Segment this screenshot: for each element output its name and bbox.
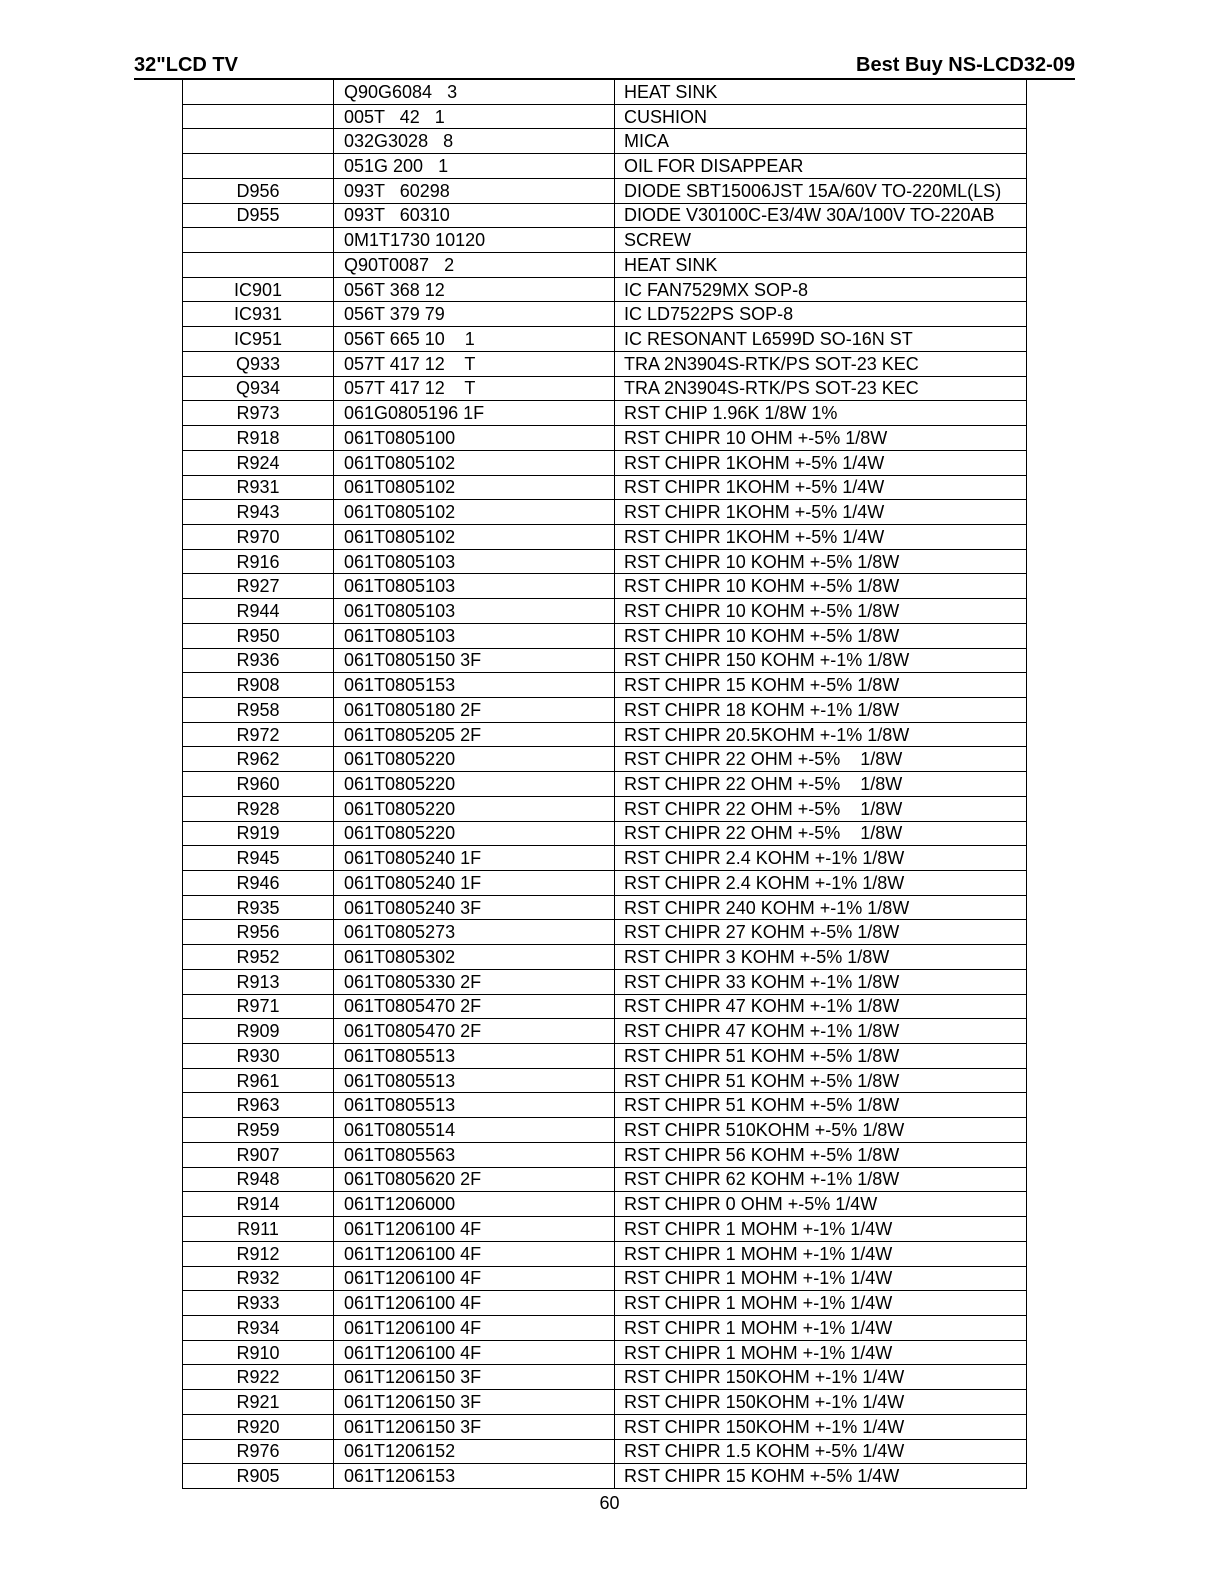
part-number-cell: 061T0805513: [334, 1044, 615, 1069]
description-cell: RST CHIPR 1 MOHM +-1% 1/4W: [615, 1291, 1027, 1316]
table-row: [183, 376, 1027, 401]
ref-designator-cell: R950: [183, 623, 334, 648]
table-row: [183, 104, 1027, 129]
description-cell: RST CHIPR 0 OHM +-5% 1/4W: [615, 1192, 1027, 1217]
description-cell: HEAT SINK: [615, 80, 1027, 105]
table-row: [183, 969, 1027, 994]
part-number-cell: 057T 417 12 T: [334, 351, 615, 376]
part-number-cell: 061T0805513: [334, 1068, 615, 1093]
table-row: [183, 228, 1027, 253]
description-cell: RST CHIPR 1 MOHM +-1% 1/4W: [615, 1315, 1027, 1340]
description-cell: OIL FOR DISAPPEAR: [615, 154, 1027, 179]
table-row: [183, 450, 1027, 475]
ref-designator-cell: R959: [183, 1118, 334, 1143]
ref-designator-cell: R914: [183, 1192, 334, 1217]
header-model-title: Best Buy NS-LCD32-09: [856, 54, 1075, 76]
description-cell: IC LD7522PS SOP-8: [615, 302, 1027, 327]
description-cell: RST CHIPR 10 KOHM +-5% 1/8W: [615, 549, 1027, 574]
ref-designator-cell: Q934: [183, 376, 334, 401]
ref-designator-cell: R909: [183, 1019, 334, 1044]
table-row: [183, 1365, 1027, 1390]
ref-designator-cell: R943: [183, 500, 334, 525]
part-number-cell: 061T1206100 4F: [334, 1266, 615, 1291]
ref-designator-cell: R910: [183, 1340, 334, 1365]
table-row: [183, 500, 1027, 525]
table-row: [183, 277, 1027, 302]
part-number-cell: 056T 379 79: [334, 302, 615, 327]
ref-designator-cell: R908: [183, 673, 334, 698]
ref-designator-cell: R958: [183, 697, 334, 722]
table-row: [183, 1340, 1027, 1365]
ref-designator-cell: [183, 228, 334, 253]
table-row: [183, 796, 1027, 821]
ref-designator-cell: R960: [183, 772, 334, 797]
ref-designator-cell: R933: [183, 1291, 334, 1316]
part-number-cell: 061T0805470 2F: [334, 994, 615, 1019]
part-number-cell: 061T0805103: [334, 599, 615, 624]
table-row: [183, 426, 1027, 451]
description-cell: RST CHIPR 22 OHM +-5% 1/8W: [615, 796, 1027, 821]
table-row: [183, 351, 1027, 376]
ref-designator-cell: R920: [183, 1414, 334, 1439]
description-cell: RST CHIPR 1 MOHM +-1% 1/4W: [615, 1266, 1027, 1291]
part-number-cell: 061T0805220: [334, 747, 615, 772]
ref-designator-cell: R976: [183, 1439, 334, 1464]
description-cell: RST CHIPR 10 OHM +-5% 1/8W: [615, 426, 1027, 451]
table-row: [183, 1192, 1027, 1217]
description-cell: RST CHIPR 27 KOHM +-5% 1/8W: [615, 920, 1027, 945]
description-cell: RST CHIPR 33 KOHM +-1% 1/8W: [615, 969, 1027, 994]
part-number-cell: 061T1206100 4F: [334, 1241, 615, 1266]
part-number-cell: 061T0805102: [334, 500, 615, 525]
table-row: [183, 401, 1027, 426]
description-cell: HEAT SINK: [615, 253, 1027, 278]
page-header: [134, 52, 1075, 80]
ref-designator-cell: R952: [183, 945, 334, 970]
part-number-cell: 061T1206152: [334, 1439, 615, 1464]
description-cell: RST CHIPR 15 KOHM +-5% 1/8W: [615, 673, 1027, 698]
part-number-cell: 057T 417 12 T: [334, 376, 615, 401]
part-number-cell: 061T0805563: [334, 1142, 615, 1167]
part-number-cell: 061T0805302: [334, 945, 615, 970]
ref-designator-cell: R935: [183, 895, 334, 920]
ref-designator-cell: R936: [183, 648, 334, 673]
ref-designator-cell: R934: [183, 1315, 334, 1340]
ref-designator-cell: R962: [183, 747, 334, 772]
description-cell: RST CHIPR 150KOHM +-1% 1/4W: [615, 1365, 1027, 1390]
description-cell: RST CHIPR 51 KOHM +-5% 1/8W: [615, 1068, 1027, 1093]
ref-designator-cell: R913: [183, 969, 334, 994]
part-number-cell: 061T1206150 3F: [334, 1390, 615, 1415]
table-row: [183, 1142, 1027, 1167]
page-number: 60: [599, 1493, 620, 1513]
table-row: [183, 1167, 1027, 1192]
part-number-cell: 061T0805220: [334, 772, 615, 797]
ref-designator-cell: D955: [183, 203, 334, 228]
description-cell: RST CHIPR 1KOHM +-5% 1/4W: [615, 475, 1027, 500]
table-row: [183, 475, 1027, 500]
table-row: [183, 821, 1027, 846]
ref-designator-cell: R924: [183, 450, 334, 475]
ref-designator-cell: [183, 129, 334, 154]
part-number-cell: 061T1206100 4F: [334, 1291, 615, 1316]
description-cell: RST CHIPR 51 KOHM +-5% 1/8W: [615, 1044, 1027, 1069]
part-number-cell: 061T1206100 4F: [334, 1340, 615, 1365]
part-number-cell: 061T0805100: [334, 426, 615, 451]
ref-designator-cell: R945: [183, 846, 334, 871]
part-number-cell: 061T0805220: [334, 796, 615, 821]
part-number-cell: 056T 665 10 1: [334, 327, 615, 352]
ref-designator-cell: R922: [183, 1365, 334, 1390]
description-cell: RST CHIPR 15 KOHM +-5% 1/4W: [615, 1464, 1027, 1489]
table-row: [183, 253, 1027, 278]
part-number-cell: 051G 200 1: [334, 154, 615, 179]
ref-designator-cell: [183, 154, 334, 179]
table-row: [183, 178, 1027, 203]
part-number-cell: 061T0805330 2F: [334, 969, 615, 994]
description-cell: TRA 2N3904S-RTK/PS SOT-23 KEC: [615, 376, 1027, 401]
ref-designator-cell: Q933: [183, 351, 334, 376]
part-number-cell: 061T0805240 3F: [334, 895, 615, 920]
description-cell: RST CHIPR 10 KOHM +-5% 1/8W: [615, 574, 1027, 599]
description-cell: RST CHIPR 150KOHM +-1% 1/4W: [615, 1414, 1027, 1439]
ref-designator-cell: R919: [183, 821, 334, 846]
table-row: [183, 1019, 1027, 1044]
ref-designator-cell: R971: [183, 994, 334, 1019]
ref-designator-cell: R916: [183, 549, 334, 574]
part-number-cell: 061T0805620 2F: [334, 1167, 615, 1192]
table-row: [183, 1315, 1027, 1340]
description-cell: RST CHIPR 62 KOHM +-1% 1/8W: [615, 1167, 1027, 1192]
part-number-cell: 061T0805470 2F: [334, 1019, 615, 1044]
part-number-cell: 005T 42 1: [334, 104, 615, 129]
part-number-cell: 061T0805102: [334, 450, 615, 475]
table-row: [183, 895, 1027, 920]
table-row: [183, 747, 1027, 772]
ref-designator-cell: R932: [183, 1266, 334, 1291]
table-row: [183, 129, 1027, 154]
part-number-cell: Q90T0087 2: [334, 253, 615, 278]
table-row: [183, 1068, 1027, 1093]
part-number-cell: 0M1T1730 10120: [334, 228, 615, 253]
ref-designator-cell: R928: [183, 796, 334, 821]
table-row: [183, 772, 1027, 797]
part-number-cell: 056T 368 12: [334, 277, 615, 302]
ref-designator-cell: [183, 80, 334, 105]
ref-designator-cell: IC901: [183, 277, 334, 302]
table-row: [183, 623, 1027, 648]
table-row: [183, 549, 1027, 574]
description-cell: RST CHIPR 22 OHM +-5% 1/8W: [615, 821, 1027, 846]
ref-designator-cell: [183, 253, 334, 278]
part-number-cell: 061T0805205 2F: [334, 722, 615, 747]
table-row: [183, 648, 1027, 673]
description-cell: CUSHION: [615, 104, 1027, 129]
description-cell: RST CHIPR 150 KOHM +-1% 1/8W: [615, 648, 1027, 673]
table-row: [183, 1241, 1027, 1266]
description-cell: RST CHIPR 1 MOHM +-1% 1/4W: [615, 1217, 1027, 1242]
table-row: [183, 1439, 1027, 1464]
description-cell: RST CHIPR 150KOHM +-1% 1/4W: [615, 1390, 1027, 1415]
ref-designator-cell: R912: [183, 1241, 334, 1266]
description-cell: RST CHIPR 1 MOHM +-1% 1/4W: [615, 1241, 1027, 1266]
ref-designator-cell: R927: [183, 574, 334, 599]
ref-designator-cell: R961: [183, 1068, 334, 1093]
table-row: [183, 1414, 1027, 1439]
table-row: [183, 846, 1027, 871]
description-cell: RST CHIPR 240 KOHM +-1% 1/8W: [615, 895, 1027, 920]
part-number-cell: 061T0805513: [334, 1093, 615, 1118]
description-cell: RST CHIPR 1 MOHM +-1% 1/4W: [615, 1340, 1027, 1365]
table-row: [183, 1390, 1027, 1415]
part-number-cell: 093T 60310: [334, 203, 615, 228]
table-row: [183, 920, 1027, 945]
parts-list-body: [183, 80, 1027, 1489]
part-number-cell: 061T0805150 3F: [334, 648, 615, 673]
description-cell: RST CHIPR 3 KOHM +-5% 1/8W: [615, 945, 1027, 970]
description-cell: MICA: [615, 129, 1027, 154]
ref-designator-cell: IC931: [183, 302, 334, 327]
description-cell: RST CHIPR 1KOHM +-5% 1/4W: [615, 524, 1027, 549]
part-number-cell: 061T0805103: [334, 623, 615, 648]
ref-designator-cell: R948: [183, 1167, 334, 1192]
ref-designator-cell: R956: [183, 920, 334, 945]
description-cell: RST CHIPR 2.4 KOHM +-1% 1/8W: [615, 846, 1027, 871]
table-row: [183, 673, 1027, 698]
table-row: [183, 1464, 1027, 1489]
table-row: [183, 524, 1027, 549]
table-row: [183, 302, 1027, 327]
table-row: [183, 80, 1027, 105]
part-number-cell: 061T1206150 3F: [334, 1365, 615, 1390]
ref-designator-cell: R973: [183, 401, 334, 426]
description-cell: RST CHIPR 51 KOHM +-5% 1/8W: [615, 1093, 1027, 1118]
part-number-cell: 061T0805220: [334, 821, 615, 846]
description-cell: RST CHIPR 22 OHM +-5% 1/8W: [615, 747, 1027, 772]
description-cell: RST CHIPR 1.5 KOHM +-5% 1/4W: [615, 1439, 1027, 1464]
part-number-cell: 061T0805273: [334, 920, 615, 945]
table-row: [183, 1217, 1027, 1242]
table-row: [183, 1044, 1027, 1069]
description-cell: RST CHIPR 47 KOHM +-1% 1/8W: [615, 994, 1027, 1019]
ref-designator-cell: R911: [183, 1217, 334, 1242]
ref-designator-cell: R921: [183, 1390, 334, 1415]
ref-designator-cell: D956: [183, 178, 334, 203]
part-number-cell: 061T1206153: [334, 1464, 615, 1489]
table-row: [183, 1266, 1027, 1291]
table-row: [183, 722, 1027, 747]
part-number-cell: 061T1206100 4F: [334, 1315, 615, 1340]
part-number-cell: 061T0805180 2F: [334, 697, 615, 722]
table-row: [183, 1291, 1027, 1316]
ref-designator-cell: R931: [183, 475, 334, 500]
part-number-cell: 061T0805102: [334, 475, 615, 500]
part-number-cell: 061T0805103: [334, 574, 615, 599]
table-row: [183, 599, 1027, 624]
description-cell: RST CHIPR 1KOHM +-5% 1/4W: [615, 450, 1027, 475]
description-cell: RST CHIPR 1KOHM +-5% 1/4W: [615, 500, 1027, 525]
description-cell: RST CHIPR 47 KOHM +-1% 1/8W: [615, 1019, 1027, 1044]
ref-designator-cell: R963: [183, 1093, 334, 1118]
part-number-cell: 061T1206150 3F: [334, 1414, 615, 1439]
ref-designator-cell: R946: [183, 871, 334, 896]
parts-list-table: [182, 79, 1027, 1489]
table-row: [183, 203, 1027, 228]
part-number-cell: 061T0805103: [334, 549, 615, 574]
description-cell: RST CHIPR 510KOHM +-5% 1/8W: [615, 1118, 1027, 1143]
ref-designator-cell: [183, 104, 334, 129]
table-row: [183, 871, 1027, 896]
part-number-cell: 061G0805196 1F: [334, 401, 615, 426]
description-cell: DIODE SBT15006JST 15A/60V TO-220ML(LS): [615, 178, 1027, 203]
table-row: [183, 1118, 1027, 1143]
description-cell: IC FAN7529MX SOP-8: [615, 277, 1027, 302]
table-row: [183, 1093, 1027, 1118]
description-cell: RST CHIPR 2.4 KOHM +-1% 1/8W: [615, 871, 1027, 896]
table-row: [183, 154, 1027, 179]
part-number-cell: 061T1206000: [334, 1192, 615, 1217]
part-number-cell: 061T0805153: [334, 673, 615, 698]
ref-designator-cell: R944: [183, 599, 334, 624]
ref-designator-cell: R918: [183, 426, 334, 451]
ref-designator-cell: R907: [183, 1142, 334, 1167]
ref-designator-cell: R972: [183, 722, 334, 747]
part-number-cell: Q90G6084 3: [334, 80, 615, 105]
table-row: [183, 945, 1027, 970]
part-number-cell: 061T0805240 1F: [334, 846, 615, 871]
description-cell: RST CHIPR 20.5KOHM +-1% 1/8W: [615, 722, 1027, 747]
part-number-cell: 061T0805102: [334, 524, 615, 549]
part-number-cell: 061T0805240 1F: [334, 871, 615, 896]
description-cell: DIODE V30100C-E3/4W 30A/100V TO-220AB: [615, 203, 1027, 228]
description-cell: RST CHIPR 10 KOHM +-5% 1/8W: [615, 599, 1027, 624]
description-cell: IC RESONANT L6599D SO-16N ST: [615, 327, 1027, 352]
part-number-cell: 061T1206100 4F: [334, 1217, 615, 1242]
description-cell: RST CHIPR 10 KOHM +-5% 1/8W: [615, 623, 1027, 648]
description-cell: RST CHIPR 18 KOHM +-1% 1/8W: [615, 697, 1027, 722]
description-cell: TRA 2N3904S-RTK/PS SOT-23 KEC: [615, 351, 1027, 376]
table-row: [183, 994, 1027, 1019]
part-number-cell: 032G3028 8: [334, 129, 615, 154]
part-number-cell: 061T0805514: [334, 1118, 615, 1143]
description-cell: RST CHIP 1.96K 1/8W 1%: [615, 401, 1027, 426]
table-row: [183, 327, 1027, 352]
part-number-cell: 093T 60298: [334, 178, 615, 203]
ref-designator-cell: R930: [183, 1044, 334, 1069]
ref-designator-cell: IC951: [183, 327, 334, 352]
ref-designator-cell: R905: [183, 1464, 334, 1489]
table-row: [183, 574, 1027, 599]
table-row: [183, 697, 1027, 722]
description-cell: RST CHIPR 22 OHM +-5% 1/8W: [615, 772, 1027, 797]
header-product-title: 32"LCD TV: [134, 54, 238, 76]
ref-designator-cell: R970: [183, 524, 334, 549]
description-cell: RST CHIPR 56 KOHM +-5% 1/8W: [615, 1142, 1027, 1167]
description-cell: SCREW: [615, 228, 1027, 253]
